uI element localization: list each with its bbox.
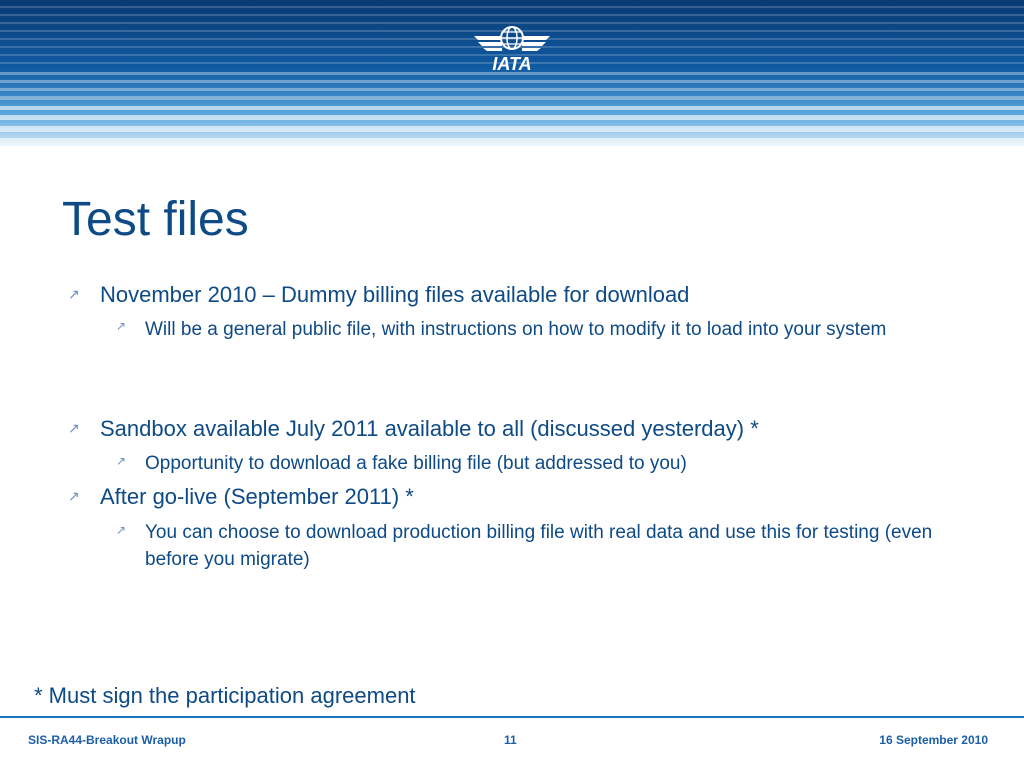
bullet-item: After go-live (September 2011) * [100,484,414,509]
sub-bullet-item: Opportunity to download a fake billing file (but addressed to you) [145,453,687,474]
footnote-text: * Must sign the participation agreement [34,683,416,708]
sub-bullet-arrow-icon: ↗ [116,319,127,333]
footer-date: 16 September 2010 [879,733,988,747]
footer-divider [0,716,1024,718]
globe-with-wings-icon [472,18,552,74]
sub-bullet-arrow-icon: ↗ [116,454,127,468]
bullet-arrow-icon: ↗ [68,488,80,504]
sub-bullet-item: Will be a general public file, with instructions on how to modify it to load into your system [145,319,887,340]
bullet-item: Sandbox available July 2011 available to all (discussed yesterday) * [100,416,759,441]
header-banner [0,0,1024,152]
slide-title: Test files [62,193,249,246]
bullet-arrow-icon: ↗ [68,286,80,302]
bullet-item: November 2010 – Dummy billing files available for download [100,282,690,307]
logo-text: IATA [492,54,532,74]
bullet-arrow-icon: ↗ [68,420,80,436]
footer-page-number: 11 [504,733,517,747]
sub-bullet-item: You can choose to download production billing file with real data and use this for testing (even before you migrate) [145,522,933,570]
footer-presentation-title: SIS-RA44-Breakout Wrapup [28,733,186,747]
sub-bullet-arrow-icon: ↗ [116,523,127,537]
iata-logo [472,18,552,74]
